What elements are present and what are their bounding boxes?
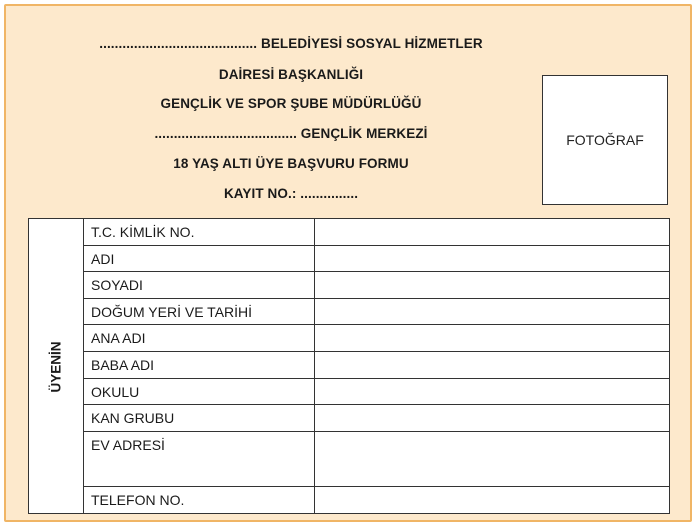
field-label-tc-id: T.C. KİMLİK NO. bbox=[84, 219, 315, 245]
field-input-tc-id[interactable] bbox=[315, 219, 669, 245]
member-side-label: ÜYENİN bbox=[48, 341, 64, 393]
table-row bbox=[84, 352, 669, 379]
form-title: 18 YAŞ ALTI ÜYE BAŞVURU FORMU bbox=[173, 156, 409, 171]
table-row bbox=[84, 405, 669, 432]
table-row bbox=[84, 272, 669, 299]
member-side-header bbox=[29, 219, 84, 513]
field-input-birth-place-date[interactable] bbox=[315, 299, 669, 324]
field-label-father-name: BABA ADI bbox=[84, 352, 315, 378]
table-row bbox=[84, 487, 669, 513]
field-label-surname: SOYADI bbox=[84, 272, 315, 298]
field-label-phone: TELEFON NO. bbox=[84, 487, 315, 513]
table-row bbox=[84, 432, 669, 487]
table-row bbox=[84, 246, 669, 272]
field-label-school: OKULU bbox=[84, 379, 315, 404]
field-label-birth-place-date: DOĞUM YERİ VE TARİHİ bbox=[84, 299, 315, 324]
header-department-line: DAİRESİ BAŞKANLIĞI bbox=[218, 67, 364, 82]
table-row bbox=[84, 219, 669, 246]
field-input-mother-name[interactable] bbox=[315, 325, 669, 351]
table-row bbox=[84, 299, 669, 325]
field-input-school[interactable] bbox=[315, 379, 669, 404]
field-input-home-address[interactable] bbox=[315, 432, 669, 486]
field-input-name[interactable] bbox=[315, 246, 669, 271]
member-info-table bbox=[28, 218, 670, 514]
table-row bbox=[84, 379, 669, 405]
field-input-father-name[interactable] bbox=[315, 352, 669, 378]
table-row bbox=[84, 325, 669, 352]
header-youth-center-line: ..................................... GENÇLİK MERKEZİ bbox=[154, 126, 428, 141]
field-label-mother-name: ANA ADI bbox=[84, 325, 315, 351]
field-input-phone[interactable] bbox=[315, 487, 669, 513]
photo-box[interactable] bbox=[542, 75, 668, 205]
field-label-name: ADI bbox=[84, 246, 315, 271]
header-municipality-line: ......................................... BELEDİYESİ SOSYAL HİZMETLER bbox=[99, 36, 483, 51]
registration-number-line: KAYIT NO.: ............... bbox=[223, 186, 359, 201]
field-input-blood-type[interactable] bbox=[315, 405, 669, 431]
field-label-blood-type: KAN GRUBU bbox=[84, 405, 315, 431]
photo-label: FOTOĞRAF bbox=[566, 132, 644, 148]
field-label-home-address: EV ADRESİ bbox=[84, 432, 315, 486]
header-directorate-line: GENÇLİK VE SPOR ŞUBE MÜDÜRLÜĞÜ bbox=[160, 96, 422, 111]
application-form-card bbox=[4, 4, 692, 522]
field-input-surname[interactable] bbox=[315, 272, 669, 298]
